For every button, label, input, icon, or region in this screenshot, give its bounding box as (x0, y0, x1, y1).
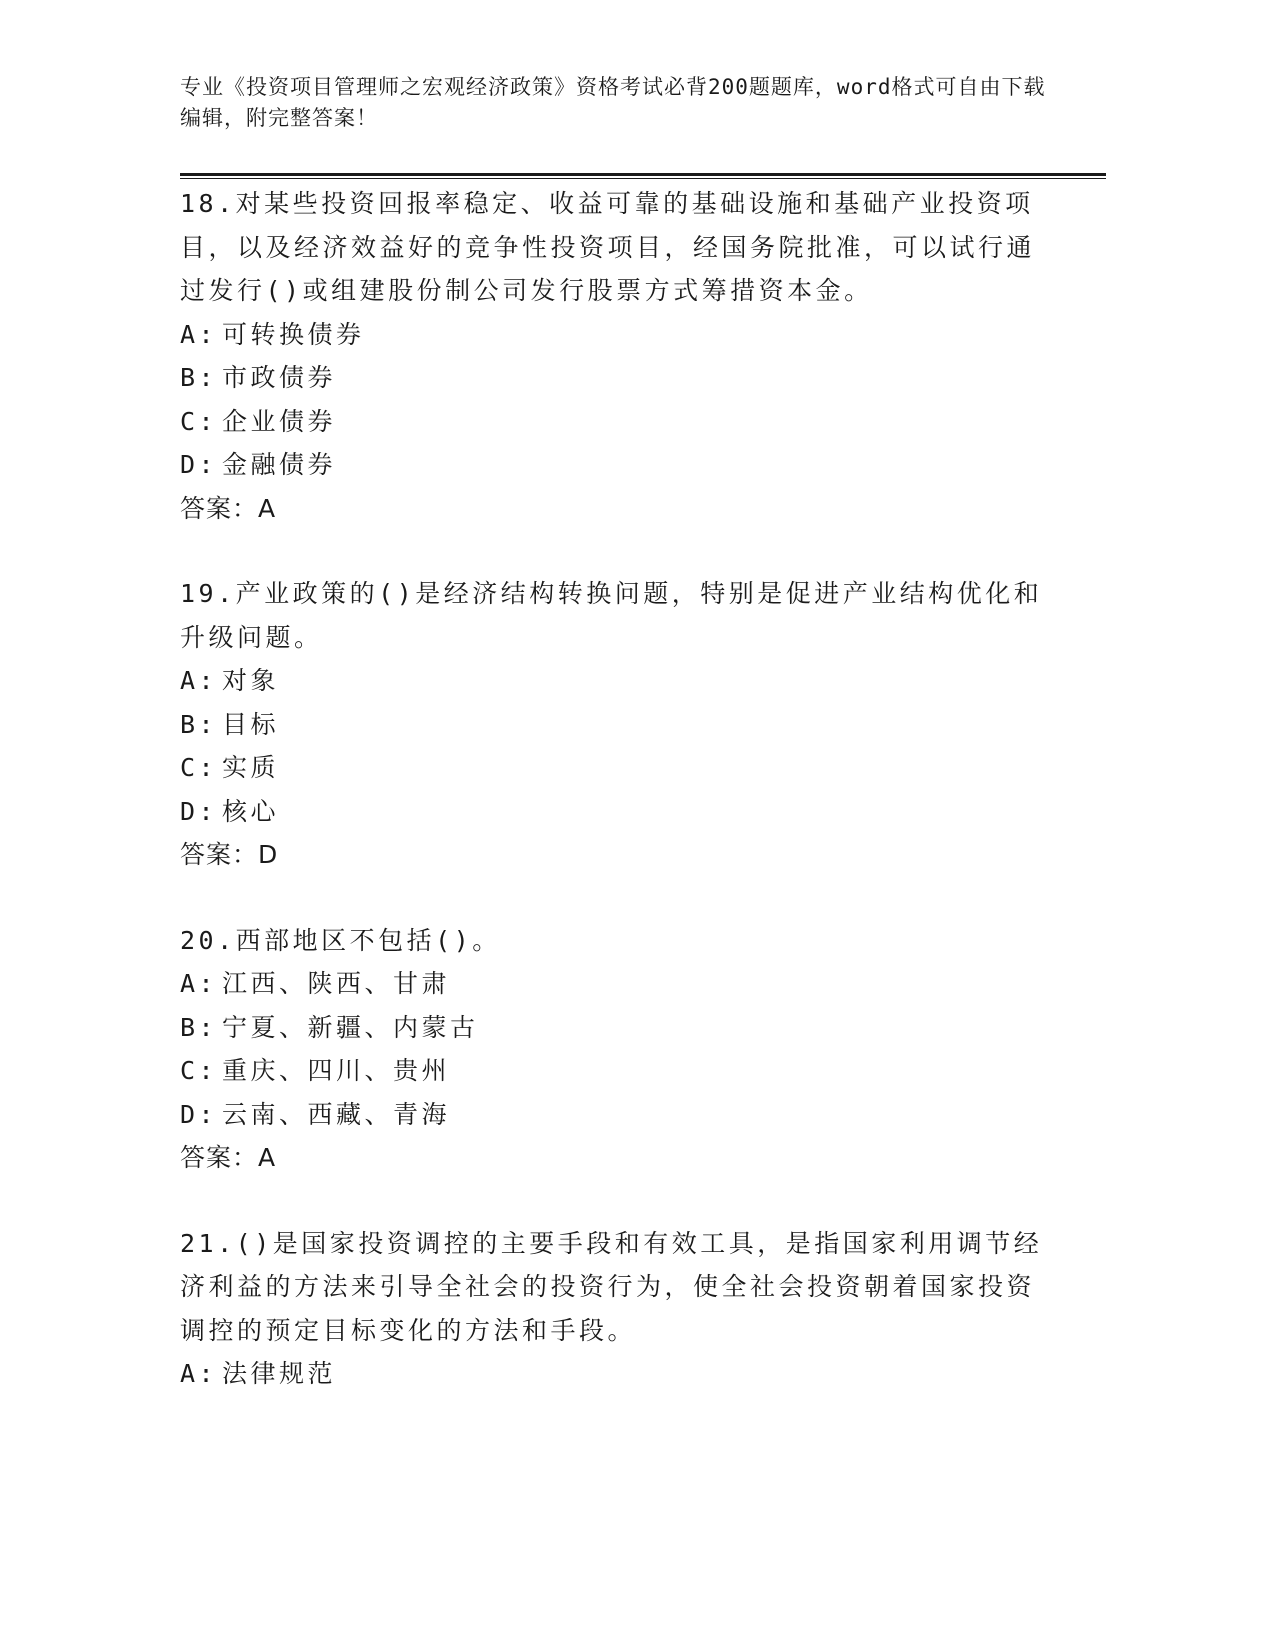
option-letter: A: (180, 1359, 218, 1388)
option-letter: A: (180, 319, 218, 349)
question-stem: 20.西部地区不包括()。 (180, 925, 501, 955)
option-text: 目标 (222, 709, 280, 739)
option-text: 对象 (222, 666, 280, 695)
option-text: 重庆、四川、贵州 (222, 1056, 451, 1085)
option-text: 核心 (222, 796, 280, 826)
question-20 (180, 919, 1060, 1180)
answer-line: 答案：D (180, 840, 279, 869)
option-letter: D: (180, 450, 218, 479)
option-a (180, 313, 1060, 357)
option-c (180, 400, 1060, 444)
option-text: 江西、陕西、甘肃 (222, 969, 451, 998)
option-text: 宁夏、新疆、内蒙古 (222, 1012, 479, 1042)
option-letter: B: (180, 1012, 218, 1042)
header-rule-thin (180, 178, 1106, 179)
option-text: 可转换债券 (222, 319, 365, 349)
option-text: 金融债券 (222, 450, 337, 479)
option-letter: A: (180, 969, 218, 998)
option-letter: A: (180, 666, 218, 695)
option-letter: D: (180, 1099, 218, 1129)
option-letter: B: (180, 709, 218, 739)
document-header: 专业《投资项目管理师之宏观经济政策》资格考试必背200题题库，word格式可自由下载编辑，附完整答案！ (180, 75, 1046, 130)
question-list (180, 182, 1060, 1438)
option-letter: C: (180, 1056, 218, 1085)
option-d (180, 443, 1060, 487)
question-19 (180, 572, 1060, 877)
option-b (180, 1006, 1060, 1050)
option-c (180, 1049, 1060, 1093)
option-b (180, 703, 1060, 747)
header-rule-thick (180, 173, 1106, 176)
option-c (180, 746, 1060, 790)
question-stem: 21.()是国家投资调控的主要手段和有效工具，是指国家利用调节经济利益的方法来引导全社会的投资行为，使全社会投资朝着国家投资调控的预定目标变化的方法和手段。 (180, 1228, 1043, 1345)
option-letter: C: (180, 406, 218, 436)
option-letter: C: (180, 753, 218, 782)
option-letter: D: (180, 796, 218, 826)
option-text: 实质 (222, 753, 280, 782)
option-text: 云南、西藏、青海 (222, 1099, 451, 1129)
option-d (180, 790, 1060, 834)
question-stem: 18.对某些投资回报率稳定、收益可靠的基础设施和基础产业投资项目，以及经济效益好的竞争性投资项目，经国务院批准，可以试行通过发行()或组建股份制公司发行股票方式筹措资本金。 (180, 189, 1036, 305)
option-a (180, 1352, 1060, 1396)
option-a (180, 962, 1060, 1006)
answer-line: 答案：A (180, 1143, 277, 1172)
option-text: 企业债券 (222, 406, 337, 436)
option-letter: B: (180, 363, 218, 392)
question-stem: 19.产业政策的()是经济结构转换问题，特别是促进产业结构优化和升级问题。 (180, 579, 1043, 652)
question-21 (180, 1222, 1060, 1396)
answer-line: 答案：A (180, 493, 277, 523)
option-b (180, 356, 1060, 400)
option-text: 市政债券 (222, 363, 337, 392)
option-d (180, 1093, 1060, 1137)
option-text: 法律规范 (222, 1359, 337, 1388)
option-a (180, 659, 1060, 703)
question-18 (180, 182, 1060, 530)
